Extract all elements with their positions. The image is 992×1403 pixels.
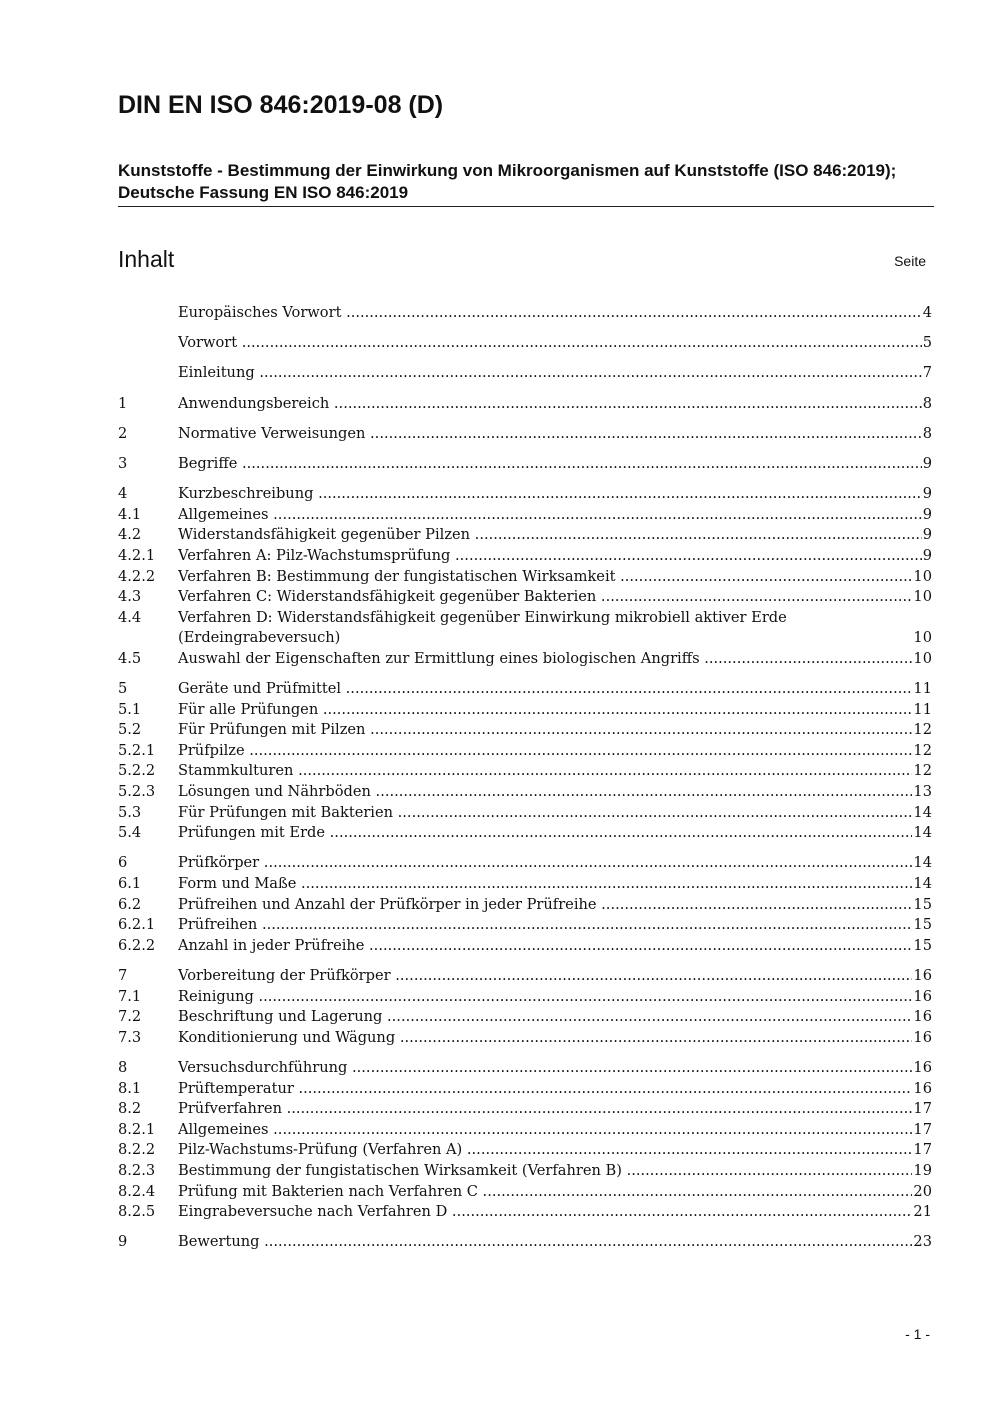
toc-entry-number: 5.2 — [118, 721, 142, 739]
toc-entry[interactable] — [118, 303, 932, 324]
toc-entry-title: Prüftemperatur ..... — [178, 1079, 912, 1100]
toc-entry[interactable] — [118, 587, 932, 608]
toc-entry-title: Verfahren D: Widerstandsfähigkeit gegenüber Einwirkung mikrobiell aktiver Erde (Erdeingrabeversuch) ..... — [178, 608, 912, 649]
toc-entry[interactable] — [118, 1232, 932, 1253]
toc-entry-page: 14 — [913, 824, 932, 842]
toc-entry[interactable] — [118, 1028, 932, 1049]
toc-entry[interactable] — [118, 803, 932, 824]
toc-entry-number: 3 — [118, 454, 128, 472]
toc-entry-page: 9 — [922, 505, 932, 523]
toc-entry-title: Bestimmung der fungistatischen Wirksamkeit (Verfahren B) ..... — [178, 1161, 912, 1182]
toc-entry-title: Eingrabeversuche nach Verfahren D ..... — [178, 1202, 912, 1223]
toc-entry[interactable] — [118, 853, 932, 874]
toc-entry-page: 10 — [913, 629, 932, 647]
toc-entry-title: Für alle Prüfungen ..... — [178, 700, 912, 721]
toc-entry-page: 17 — [913, 1141, 932, 1159]
toc-entry-page: 15 — [913, 936, 932, 954]
toc-entry-page: 17 — [913, 1120, 932, 1138]
toc-entry-number: 8.2.4 — [118, 1182, 156, 1200]
toc-entry-number: 7 — [118, 966, 128, 984]
toc-entry[interactable] — [118, 936, 932, 957]
toc-entry-page: 8 — [922, 424, 932, 442]
toc-entry-number: 5.2.1 — [118, 741, 156, 759]
toc-entry-number: 2 — [118, 424, 128, 442]
toc-entry-page: 7 — [922, 364, 932, 382]
toc-entry[interactable] — [118, 394, 932, 415]
toc-entry-page: 12 — [913, 721, 932, 739]
toc-entry-page: 8 — [922, 394, 932, 412]
toc-entry-number: 4.5 — [118, 649, 142, 667]
toc-entry[interactable] — [118, 1202, 932, 1223]
toc-entry-title: Prüfpilze ..... — [178, 741, 912, 762]
toc-entry-page: 10 — [913, 649, 932, 667]
toc-entry-number: 7.1 — [118, 987, 142, 1005]
toc-entry-title: Kurzbeschreibung ..... — [178, 484, 922, 505]
toc-entry-title: Für Prüfungen mit Bakterien ..... — [178, 803, 912, 824]
toc-entry-number: 8.1 — [118, 1079, 142, 1097]
toc-entry[interactable] — [118, 679, 932, 700]
toc-entry-title: Vorbereitung der Prüfkörper ..... — [178, 966, 912, 987]
toc-entry-number: 8.2.2 — [118, 1141, 156, 1159]
toc-entry-title: Geräte und Prüfmittel ..... — [178, 679, 912, 700]
toc-entry-title: Prüfung mit Bakterien nach Verfahren C ..... — [178, 1182, 912, 1203]
toc-entry-page: 16 — [913, 1058, 932, 1076]
toc-entry-title: Begriffe ..... — [178, 454, 922, 475]
toc-entry-title: Vorwort ..... — [178, 333, 922, 354]
toc-entry-number: 8.2.1 — [118, 1120, 156, 1138]
toc-entry-page: 11 — [913, 700, 932, 718]
toc-entry-number: 4.2.2 — [118, 567, 156, 585]
toc-entry-page: 20 — [913, 1182, 932, 1200]
toc-entry-title: Beschriftung und Lagerung ..... — [178, 1007, 912, 1028]
page-number: - 1 - — [905, 1326, 930, 1342]
toc-entry-page: 15 — [913, 916, 932, 934]
toc-entry-number: 6 — [118, 854, 128, 872]
toc-entry-number: 4.1 — [118, 505, 142, 523]
toc-entry[interactable] — [118, 1058, 932, 1079]
page-column-label: Seite — [894, 253, 926, 269]
toc-entry-title: Prüfungen mit Erde ..... — [178, 823, 912, 844]
toc-entry-page: 16 — [913, 987, 932, 1005]
toc-entry[interactable] — [118, 1182, 932, 1203]
toc-entry-page: 16 — [913, 1008, 932, 1026]
toc-entry-number: 5.2.2 — [118, 762, 156, 780]
toc-entry-title: Prüfreihen ..... — [178, 915, 912, 936]
toc-entry-title: Prüfkörper ..... — [178, 853, 912, 874]
toc-entry-page: 16 — [913, 1028, 932, 1046]
toc-entry[interactable] — [118, 1099, 932, 1120]
toc-entry-title: Form und Maße ..... — [178, 874, 912, 895]
toc-entry[interactable] — [118, 1161, 932, 1182]
toc-entry-page: 5 — [922, 334, 932, 352]
toc-entry-title: Allgemeines ..... — [178, 505, 922, 526]
toc-entry[interactable] — [118, 363, 932, 384]
toc-entry-page: 11 — [913, 680, 932, 698]
toc-entry-title: Pilz-Wachstums-Prüfung (Verfahren A) ..... — [178, 1140, 912, 1161]
toc-entry-title: Europäisches Vorwort ..... — [178, 303, 922, 324]
toc-entry[interactable] — [118, 546, 932, 567]
toc-entry-number: 8.2 — [118, 1100, 142, 1118]
toc-entry[interactable] — [118, 649, 932, 670]
toc-entry-title: Widerstandsfähigkeit gegenüber Pilzen ..... — [178, 525, 922, 546]
toc-entry-title: Allgemeines ..... — [178, 1120, 912, 1141]
toc-entry-number: 4.4 — [118, 608, 142, 626]
toc-entry[interactable] — [118, 424, 932, 445]
toc-entry-title: Prüfverfahren ..... — [178, 1099, 912, 1120]
toc-entry-page: 13 — [913, 783, 932, 801]
toc-entry-title: Einleitung ..... — [178, 363, 922, 384]
toc-entry-page: 12 — [913, 741, 932, 759]
toc-entry-number: 8.2.5 — [118, 1203, 156, 1221]
toc-entry-page: 9 — [922, 454, 932, 472]
toc-entry-number: 5 — [118, 680, 128, 698]
toc-entry-number: 4.3 — [118, 588, 142, 606]
toc-entry[interactable] — [118, 874, 932, 895]
toc-entry-number: 7.2 — [118, 1008, 142, 1026]
toc-entry-page: 9 — [922, 485, 932, 503]
toc-entry-title: Prüfreihen und Anzahl der Prüfkörper in jeder Prüfreihe ..... — [178, 895, 912, 916]
toc-entry[interactable] — [118, 333, 932, 354]
toc-entry-page: 14 — [913, 875, 932, 892]
toc-entry-page: 17 — [913, 1100, 932, 1118]
toc-entry-title: Versuchsdurchführung ..... — [178, 1058, 912, 1079]
table-of-contents — [118, 303, 932, 1253]
toc-entry-title: Lösungen und Nährböden ..... — [178, 782, 912, 803]
toc-entry[interactable] — [118, 1007, 932, 1028]
toc-entry-page: 14 — [913, 803, 932, 821]
toc-entry-number: 6.2 — [118, 895, 142, 913]
toc-entry-number: 5.1 — [118, 700, 142, 718]
toc-entry-page: 9 — [922, 546, 932, 564]
toc-entry-page: 16 — [913, 966, 932, 984]
toc-entry[interactable] — [118, 454, 932, 475]
toc-entry-title: Anwendungsbereich ..... — [178, 394, 922, 415]
toc-entry[interactable] — [118, 720, 932, 741]
toc-entry-page: 15 — [913, 895, 932, 913]
toc-entry[interactable] — [118, 987, 932, 1008]
toc-entry[interactable] — [118, 525, 932, 546]
contents-heading: Inhalt — [118, 246, 175, 272]
toc-entry-title: Stammkulturen ..... — [178, 761, 912, 782]
toc-entry-title: Konditionierung und Wägung ..... — [178, 1028, 912, 1049]
toc-entry-title: Auswahl der Eigenschaften zur Ermittlung eines biologischen Angriffs ..... — [178, 649, 912, 670]
title-rule — [118, 206, 934, 207]
toc-entry[interactable] — [118, 782, 932, 803]
toc-entry-page: 10 — [913, 588, 932, 606]
toc-entry-number: 5.2.3 — [118, 783, 156, 801]
toc-entry-page: 9 — [922, 526, 932, 544]
toc-entry-number: 6.2.2 — [118, 936, 156, 954]
toc-entry-number: 8 — [118, 1058, 128, 1076]
toc-entry[interactable] — [118, 741, 932, 762]
toc-entry-title: Verfahren A: Pilz-Wachstumsprüfung ..... — [178, 546, 922, 567]
toc-entry-page: 14 — [913, 854, 932, 872]
toc-entry-page: 21 — [913, 1203, 932, 1221]
toc-entry-number: 1 — [118, 394, 128, 412]
toc-entry[interactable] — [118, 915, 932, 936]
toc-entry-title: Verfahren C: Widerstandsfähigkeit gegenüber Bakterien ..... — [178, 587, 912, 608]
toc-entry[interactable] — [118, 823, 932, 844]
document-subtitle: Kunststoffe - Bestimmung der Einwirkung von Mikroorganismen auf Kunststoffe (ISO 846:2019); Deutsche Fassung EN ISO 846:2019 — [118, 161, 897, 202]
document-id: DIN EN ISO 846:2019-08 (D) — [118, 91, 444, 119]
toc-entry-number: 9 — [118, 1233, 128, 1251]
toc-entry[interactable] — [118, 567, 932, 588]
toc-entry[interactable] — [118, 700, 932, 721]
toc-entry-title: Bewertung ..... — [178, 1232, 912, 1253]
toc-entry[interactable] — [118, 1079, 932, 1100]
toc-entry[interactable] — [118, 1140, 932, 1161]
toc-entry-title: Reinigung ..... — [178, 987, 912, 1008]
toc-entry-page: 12 — [913, 762, 932, 780]
toc-entry-page: 23 — [913, 1233, 932, 1251]
toc-entry[interactable] — [118, 484, 932, 505]
toc-entry-page: 16 — [913, 1079, 932, 1097]
toc-entry[interactable] — [118, 505, 932, 526]
toc-entry-number: 8.2.3 — [118, 1161, 156, 1179]
toc-entry-number: 4 — [118, 485, 128, 503]
toc-entry-page: 4 — [922, 304, 932, 321]
toc-entry-title: Verfahren B: Bestimmung der fungistatischen Wirksamkeit ..... — [178, 567, 912, 588]
toc-entry-number: 6.1 — [118, 875, 142, 892]
toc-entry-number: 4.2 — [118, 526, 142, 544]
toc-entry[interactable] — [118, 761, 932, 782]
toc-entry-number: 5.4 — [118, 824, 142, 842]
toc-entry-number: 7.3 — [118, 1028, 142, 1046]
toc-entry[interactable] — [118, 1120, 932, 1141]
toc-entry-number: 4.2.1 — [118, 546, 156, 564]
toc-entry-title: Anzahl in jeder Prüfreihe ..... — [178, 936, 912, 957]
toc-entry[interactable] — [118, 895, 932, 916]
toc-entry[interactable] — [118, 966, 932, 987]
toc-entry-title: Für Prüfungen mit Pilzen ..... — [178, 720, 912, 741]
toc-entry[interactable] — [118, 608, 932, 649]
toc-entry-number: 6.2.1 — [118, 916, 156, 934]
toc-entry-title: Normative Verweisungen ..... — [178, 424, 922, 445]
toc-entry-page: 10 — [913, 567, 932, 585]
toc-entry-page: 19 — [913, 1161, 932, 1179]
toc-entry-number: 5.3 — [118, 803, 142, 821]
